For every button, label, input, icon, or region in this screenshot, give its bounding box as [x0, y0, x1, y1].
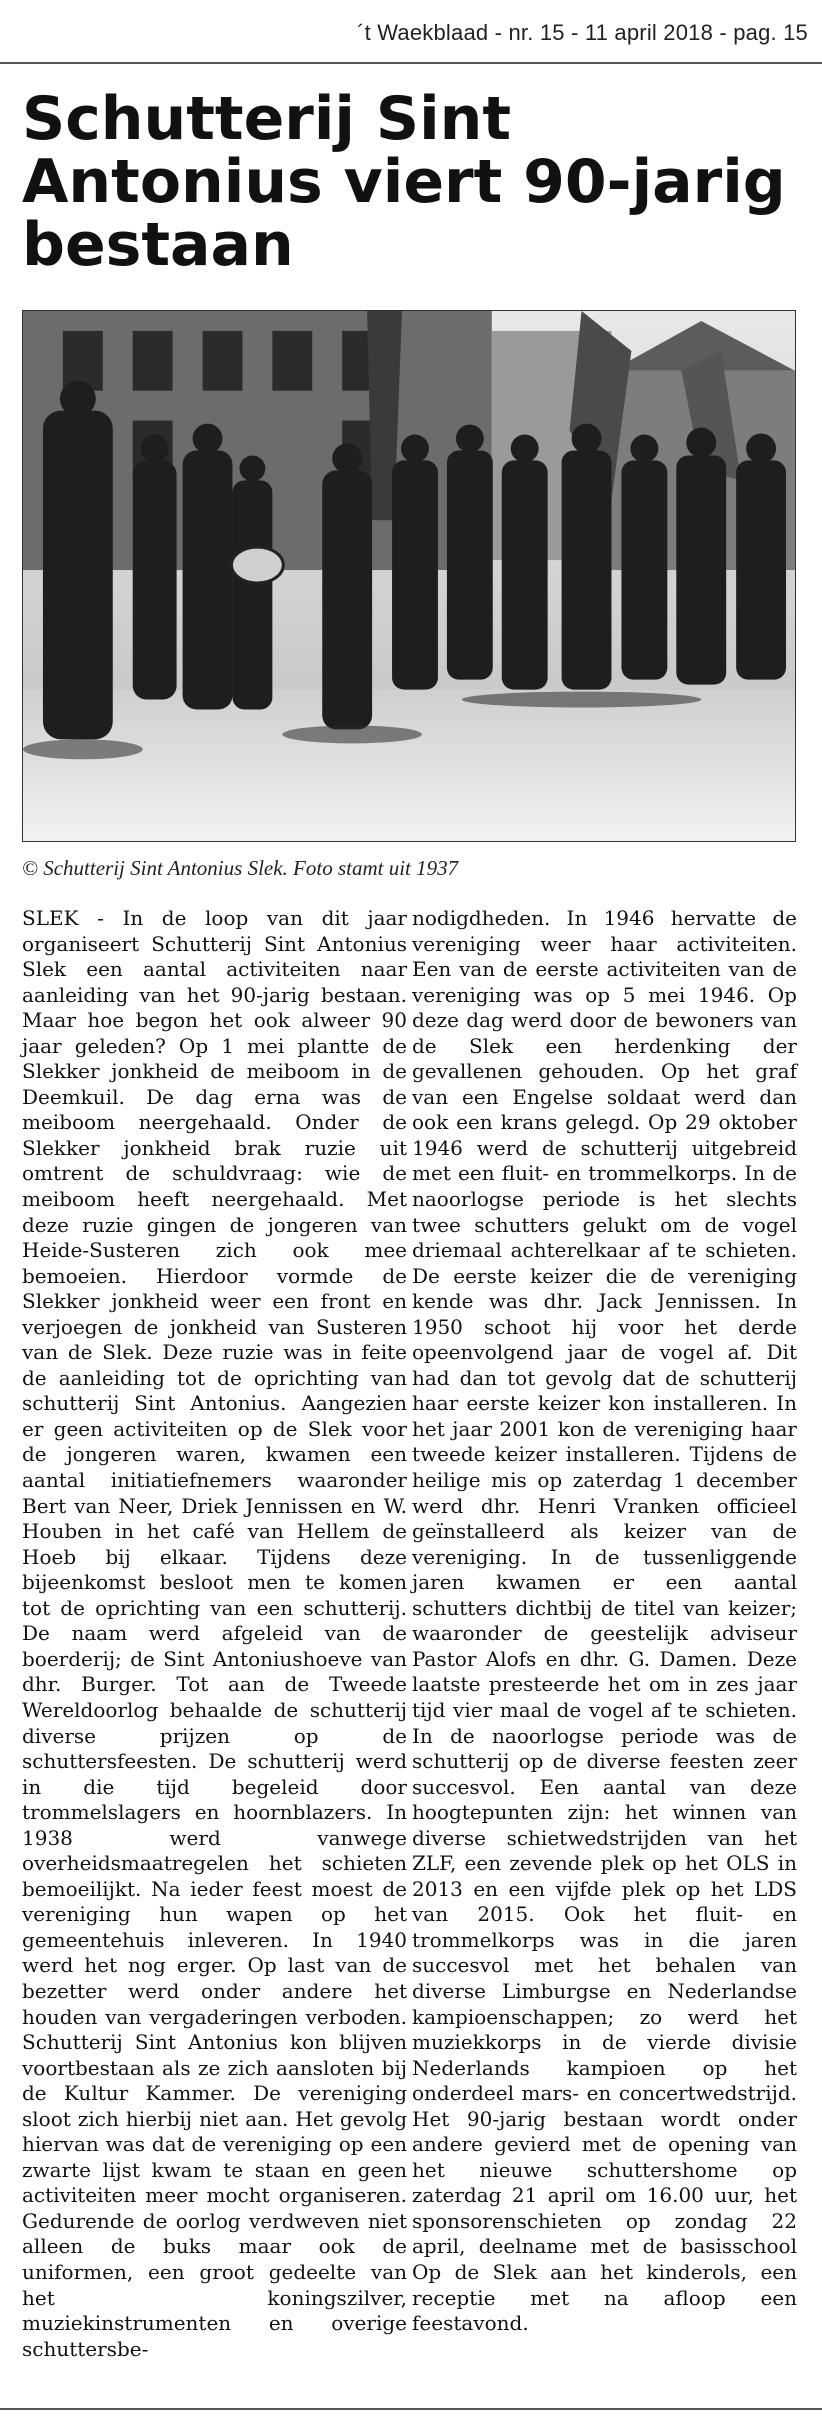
header-rule	[0, 62, 822, 64]
article-photo	[22, 310, 796, 842]
page-header: ´t Waekblaad - nr. 15 - 11 april 2018 - pag. 15	[357, 20, 808, 45]
article-body-column-right: nodigdheden. In 1946 hervatte de vereniging weer haar activiteiten. Een van de eerste activiteiten van de vereniging was op 5 mei 1946. Op deze dag werd door de bewoners van de Slek een herdenking der gevallenen gehouden. Op het graf van een Engelse soldaat werd dan ook een krans gelegd. Op 29 oktober 1946 werd de schutterij uitgebreid met een fluit- en trommelkorps. In de naoorlogse periode is het slechts twee schutters gelukt om de vogel driemaal achterelkaar af te schieten. De eerste keizer die de vereniging kende was dhr. Jack Jennissen. In 1950 schoot hij voor het derde opeenvolgend jaar de vogel af. Dit had dan tot gevolg dat de schutterij haar eerste keizer kon installeren. In het jaar 2001 kon de vereniging haar tweede keizer installeren. Tijdens de heilige mis op zaterdag 1 december werd dhr. Henri Vranken officieel geïnstalleerd als keizer van de vereniging. In de tussenliggende jaren kwamen er een aantal schutters dichtbij de titel van keizer; waaronder de geestelijk adviseur Pastor Alofs en dhr. G. Damen. Deze laatste presteerde het om in zes jaar tijd vier maal de vogel af te schieten. In de naoorlogse periode was de schutterij op de diverse feesten zeer succesvol. Een aantal van deze hoogtepunten zijn: het winnen van diverse schietwedstrijden van het ZLF, een zevende plek op het OLS in 2013 en een vijfde plek op het LDS van 2015. Ook het fluit- en trommelkorps was in die jaren succesvol met het behalen van diverse Limburgse en Nederlandse kampioenschappen; zo werd het muziekkorps in de vierde divisie Nederlands kampioen op het onderdeel mars- en concertwedstrijd. Het 90-jarig bestaan wordt onder andere gevierd met de opening van het nieuwe schuttershome op zaterdag 21 april om 16.00 uur, het sponsorenschieten op zondag 22 april, deelname met de basisschool Op de Slek aan het kinderols, een receptie met na afloop een feestavond.	[412, 906, 797, 2336]
photo-caption: © Schutterij Sint Antonius Slek. Foto stamt uit 1937	[22, 856, 459, 880]
article-title: Schutterij Sint Antonius viert 90-jarig bestaan	[22, 84, 786, 280]
footer-rule	[0, 2408, 822, 2410]
photo-image	[23, 311, 795, 841]
article-body-column-left: SLEK - In de loop van dit jaar organiseert Schutterij Sint Antonius Slek een aantal activiteiten naar aanleiding van het 90-jarig bestaan. Maar hoe begon het ook alweer 90 jaar geleden? Op 1 mei plantte de Slekker jonkheid de meiboom in de Deemkuil. De dag erna was de meiboom neergehaald. Onder de Slekker jonkheid brak ruzie uit omtrent de schuldvraag: wie de meiboom heeft neergehaald. Met deze ruzie gingen de jongeren van Heide-Susteren zich ook mee bemoeien. Hierdoor vormde de Slekker jonkheid weer een front en verjoegen de jonkheid van Susteren van de Slek. Deze ruzie was in feite de aanleiding tot de oprichting van schutterij Sint Antonius. Aangezien er geen activiteiten op de Slek voor de jongeren waren, kwamen een aantal initiatiefnemers waaronder Bert van Neer, Driek Jennissen en W. Houben in het café van Hellem de Hoeb bij elkaar. Tijdens deze bijeenkomst besloot men te komen tot de oprichting van een schutterij. De naam werd afgeleid van de boerderij; de Sint Antoniushoeve van dhr. Burger. Tot aan de Tweede Wereldoorlog behaalde de schutterij diverse prijzen op de schuttersfeesten. De schutterij werd in die tijd begeleid door trommelslagers en hoornblazers. In 1938 werd vanwege overheidsmaatregelen het schieten bemoeilijkt. Na ieder feest moest de vereniging hun wapen op het gemeentehuis inleveren. In 1940 werd het nog erger. Op last van de bezetter werd onder andere het houden van vergaderingen verboden. Schutterij Sint Antonius kon blijven voortbestaan als ze zich aansloten bij de Kultur Kammer. De vereniging sloot zich hierbij niet aan. Het gevolg hiervan was dat de vereniging op een zwarte lijst kwam te staan en geen activiteiten meer mocht organiseren. Gedurende de oorlog verdweven niet alleen de buks maar ook de uniformen, een groot gedeelte van het koningszilver, muziekinstrumenten en overige schuttersbe-	[22, 906, 407, 2361]
